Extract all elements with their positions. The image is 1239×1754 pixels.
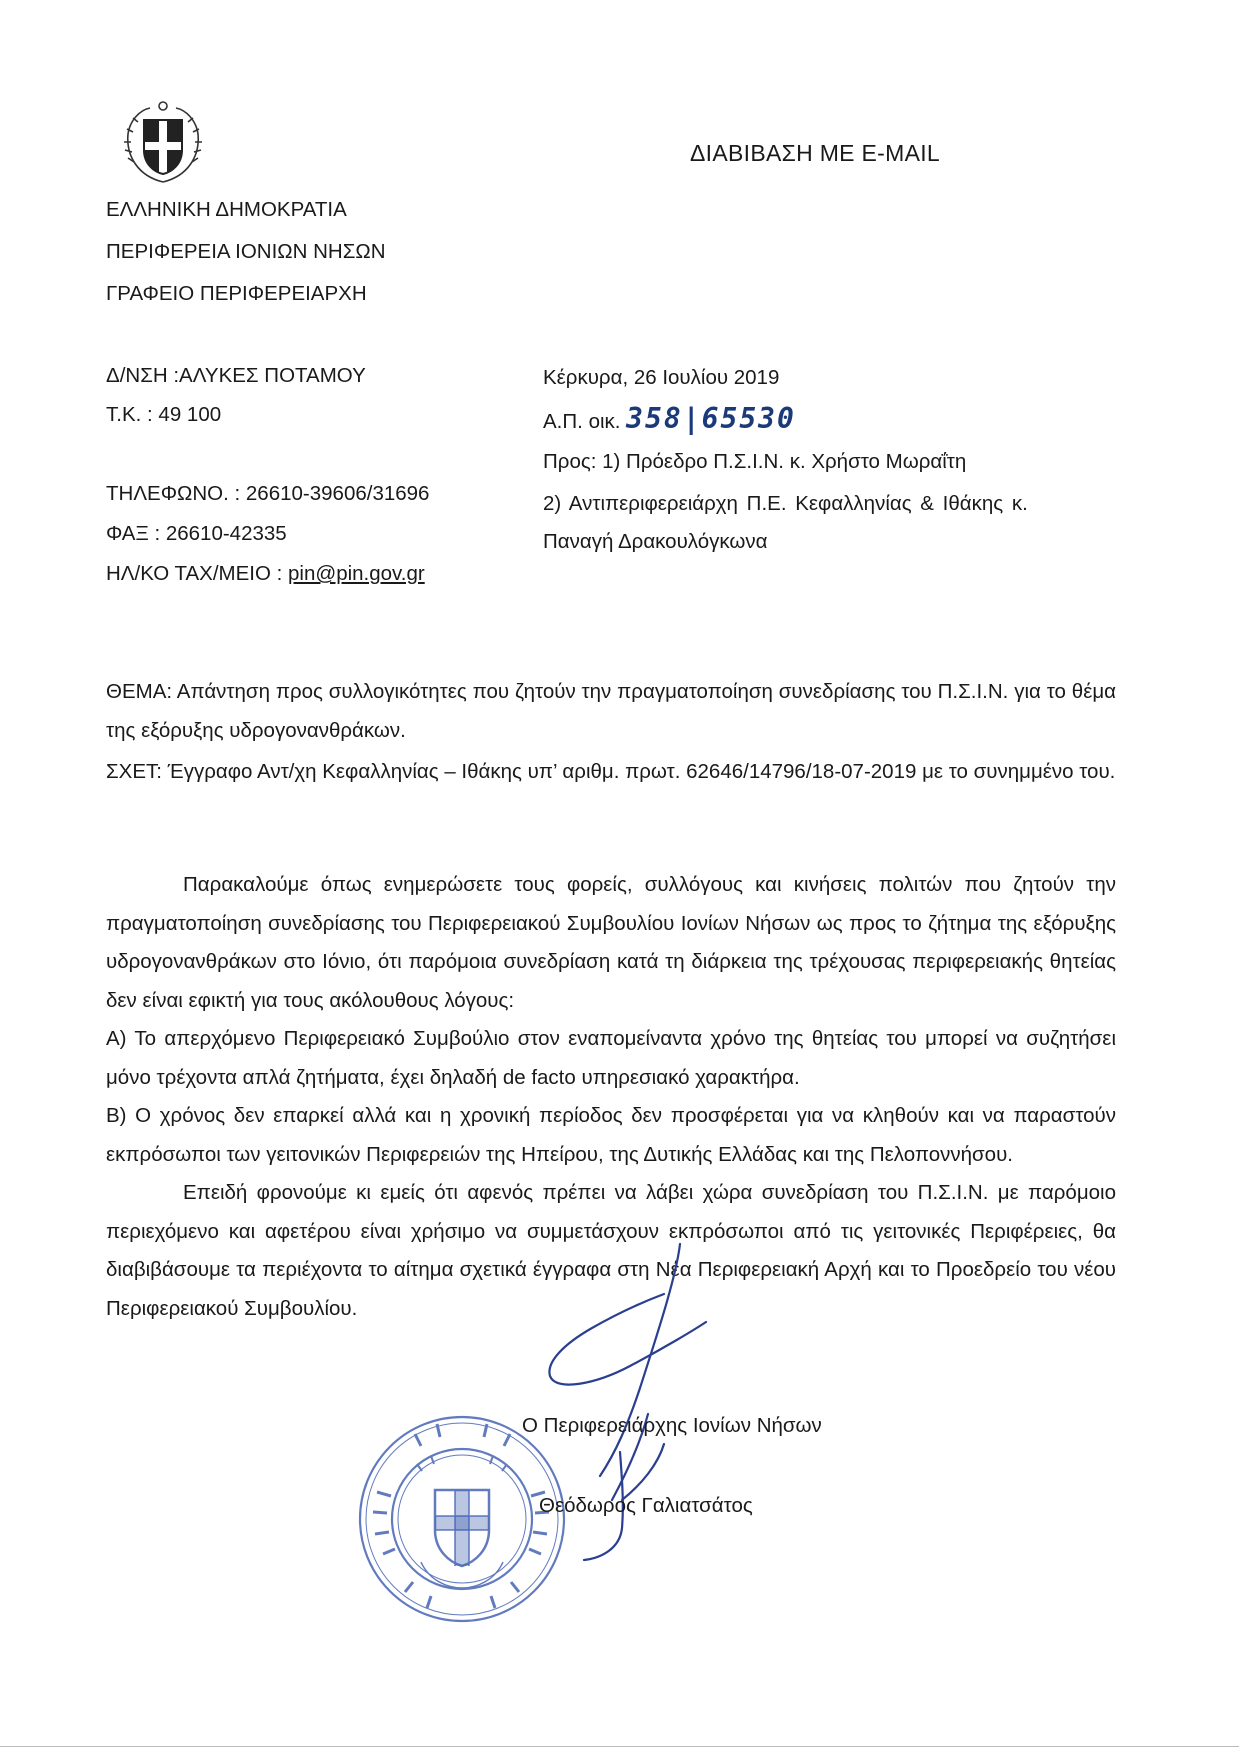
fax: ΦΑΞ : 26610-42335: [106, 522, 287, 545]
body-closing: Επειδή φρονούμε κι εμείς ότι αφενός πρέπει να λάβει χώρα συνεδρίαση του Π.Σ.Ι.Ν. με παρόμοιο περιεχόμενο και αφετέρου είναι χρήσιμο να συμμετάσχουν εκπρόσωποι από τις γειτονικές Περιφέρειες, θα διαβιβάσουμε τα περιέχοντα το αίτημα σχετικά έγγραφα στη Νέα Περιφερειακή Αρχή και το Προεδρείο του νέου Περιφερειακού Συμβουλίου.: [106, 1181, 1116, 1320]
handwritten-signature-icon: [480, 1238, 740, 1568]
phone: ΤΗΛΕΦΩΝΟ. : 26610-39606/31696: [106, 482, 430, 505]
place-date: Κέρκυρα, 26 Ιουλίου 2019: [543, 366, 780, 389]
protocol-label: Α.Π. οικ.: [543, 410, 621, 433]
transmission-note: ΔΙΑΒΙΒΑΣΗ ΜΕ E-MAIL: [690, 140, 940, 166]
postal-code: Τ.Κ. : 49 100: [106, 403, 222, 426]
address: Δ/ΝΣΗ :ΑΛΥΚΕΣ ΠΟΤΑΜΟΥ: [106, 364, 366, 387]
signatory-title: Ο Περιφερειάρχης Ιονίων Νήσων: [522, 1414, 822, 1437]
authority-line-2: ΠΕΡΙΦΕΡΕΙΑ ΙΟΝΙΩΝ ΝΗΣΩΝ: [106, 240, 386, 263]
footer-divider: [0, 1746, 1239, 1747]
protocol-row: [543, 402, 796, 435]
body-intro: Παρακαλούμε όπως ενημερώσετε τους φορείς, συλλόγους και κινήσεις πολιτών που ζητούν την πραγματοποίηση συνεδρίασης του Περιφερειακού Συμβουλίου Ιονίων Νήσων ως προς το ζήτημα της εξόρυξης υδρογονανθράκων στο Ιόνιο, ότι παρόμοια συνεδρίαση κατά τη διάρκεια της τρέχουσας περιφερειακής θητείας δεν είναι εφικτή για τους ακόλουθους λόγους:: [106, 873, 1116, 1012]
email-row: [106, 562, 425, 586]
body-reason-b: Β) Ο χρόνος δεν επαρκεί αλλά και η χρονική περίοδος δεν προσφέρεται για να κληθούν και να παραστούν εκπρόσωποι των γειτονικών Περιφερειών της Ηπείρου, της Δυτικής Ελλάδας και της Πελοποννήσου.: [106, 1104, 1116, 1166]
authority-line-1: ΕΛΛΗΝΙΚΗ ΔΗΜΟΚΡΑΤΙΑ: [106, 198, 347, 221]
body-reason-a: Α) Το απερχόμενο Περιφερειακό Συμβούλιο στον εναπομείναντα χρόνο της θητείας του μπορεί να συζητήσει μόνο τρέχοντα απλά ζητήματα, έχει δηλαδή de facto υπηρεσιακό χαρακτήρα.: [106, 1027, 1116, 1089]
email-label: ΗΛ/ΚΟ ΤΑΧ/ΜΕΙΟ :: [106, 562, 289, 585]
protocol-number: 358|65530: [626, 402, 796, 435]
authority-line-3: ΓΡΑΦΕΙΟ ΠΕΡΙΦΕΡΕΙΑΡΧΗ: [106, 282, 367, 305]
recipient-2: 2) Αντιπεριφερειάρχη Π.Ε. Κεφαλληνίας & Ιθάκης κ.: [543, 492, 1028, 515]
subject-block: [106, 672, 1116, 791]
recipient-1: Προς: 1) Πρόεδρο Π.Σ.Ι.Ν. κ. Χρήστο Μωραΐτη: [543, 450, 967, 473]
subject-reference: ΣΧΕΤ: Έγγραφο Αντ/χη Κεφαλληνίας – Ιθάκης υπ’ αριθμ. πρωτ. 62646/14796/18-07-2019 με το συνημμένο του.: [106, 760, 1116, 783]
greek-coat-of-arms-icon: [118, 98, 208, 186]
subject-theme: ΘΕΜΑ: Απάντηση προς συλλογικότητες που ζητούν την πραγματοποίηση συνεδρίασης του Π.Σ.Ι.Ν. για το θέμα της εξόρυξης υδρογονανθράκων.: [106, 680, 1116, 742]
recipient-3: Παναγή Δρακουλόγκωνα: [543, 530, 768, 553]
signatory-name: Θεόδωρος Γαλιατσάτος: [539, 1494, 753, 1517]
email-link[interactable]: pin@pin.gov.gr: [288, 562, 425, 585]
